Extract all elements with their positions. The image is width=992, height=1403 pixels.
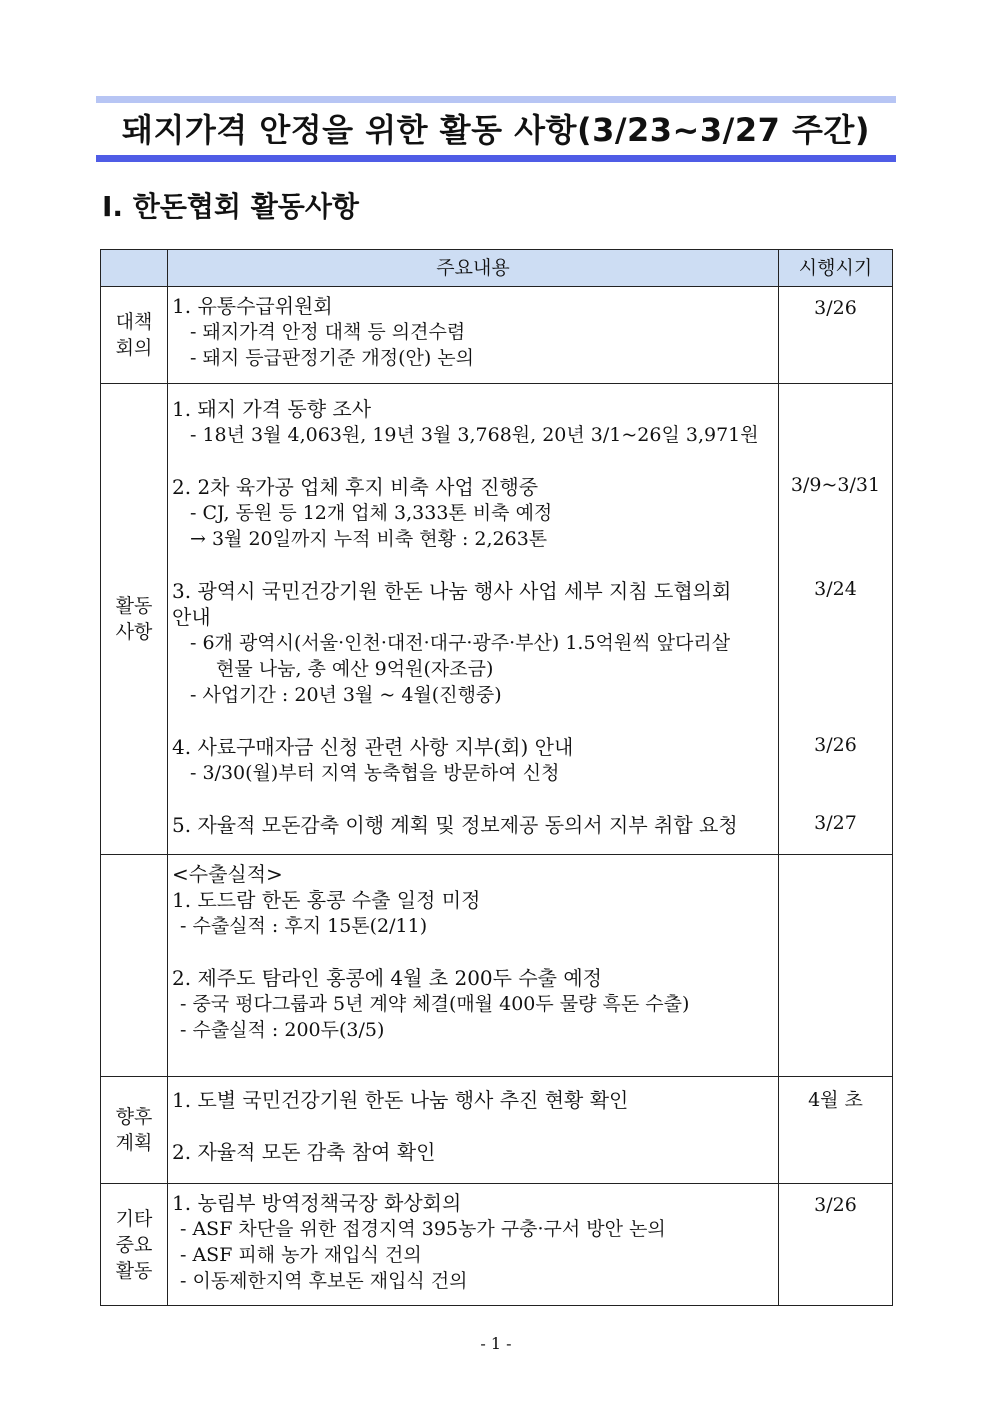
table-row xyxy=(101,1184,893,1306)
content-cell: 1. 돼지 가격 동향 조사 - 18년 3월 4,063원, 19년 3월 3,768원, 20년 3/1~26일 3,971원 2. 2차 육가공 업체 후지 비축 사업 진행중 - CJ, 동원 등 12개 업체 3,333톤 비축 예정 → 3월 20일까지 누적 비축 현황 : 2,263톤 3. 광역시 국민건강기원 한돈 나눔 행사 사업 세부 지침 도협의회 안내 - 6개 광역시(서울·인천·대전·대구·광주·부산) 1.5억원씩 앞다리살 현물 나눔, 총 예산 9억원(자조금) - 사업기간 : 20년 3월 ~ 4월(진행중) 4. 사료구매자금 신청 관련 사항 지부(회) 안내 - 3/30(월)부터 지역 농축협을 방문하여 신청 5. 자율적 모돈감축 이행 계획 및 정보제공 동의서 지부 취합 요청 xyxy=(168,384,779,855)
date-cell: 3/26 xyxy=(779,1184,893,1306)
title-bottom-bar xyxy=(96,155,896,162)
category-cell: 향후 계획 xyxy=(101,1077,168,1184)
table-row xyxy=(101,855,893,1077)
category-cell xyxy=(101,855,168,1077)
category-cell: 대책 회의 xyxy=(101,287,168,384)
content-cell: 1. 유통수급위원회 - 돼지가격 안정 대책 등 의견수렴 - 돼지 등급판정기준 개정(안) 논의 xyxy=(168,287,779,384)
date-cell: 3/26 xyxy=(779,287,893,384)
date-cell: 3/9~3/31 3/24 3/26 3/27 xyxy=(779,384,893,855)
header-date: 시행시기 xyxy=(779,250,893,287)
date-cell: 4월 초 xyxy=(779,1077,893,1184)
header-content: 주요내용 xyxy=(168,250,779,287)
page-number: - 1 - xyxy=(480,1334,512,1353)
table-header-row xyxy=(101,250,893,287)
title-box xyxy=(96,96,896,164)
content-cell: 1. 도별 국민건강기원 한돈 나눔 행사 추진 현황 확인 2. 자율적 모돈 감축 참여 확인 xyxy=(168,1077,779,1184)
section-heading: Ⅰ. 한돈협회 활동사항 xyxy=(102,190,359,223)
header-category xyxy=(101,250,168,287)
category-cell: 활동 사항 xyxy=(101,384,168,855)
content-cell: <수출실적> 1. 도드람 한돈 홍콩 수출 일정 미정 - 수출실적 : 후지 15톤(2/11) 2. 제주도 탐라인 홍콩에 4월 초 200두 수출 예정 - 중국 펑다그룹과 5년 계약 체결(매월 400두 물량 흑돈 수출) - 수출실적 : 200두(3/5) xyxy=(168,855,779,1077)
table-row xyxy=(101,384,893,855)
date-cell xyxy=(779,855,893,1077)
table-row xyxy=(101,1077,893,1184)
category-cell: 기타 중요 활동 xyxy=(101,1184,168,1306)
content-cell: 1. 농림부 방역정책국장 화상회의 - ASF 차단을 위한 접경지역 395농가 구충·구서 방안 논의 - ASF 피해 농가 재입식 건의 - 이동제한지역 후보돈 재입식 건의 xyxy=(168,1184,779,1306)
page-title: 돼지가격 안정을 위한 활동 사항(3/23~3/27 주간) xyxy=(122,111,870,149)
table-row xyxy=(101,287,893,384)
title-top-bar xyxy=(96,96,896,103)
activity-table xyxy=(100,249,893,1306)
